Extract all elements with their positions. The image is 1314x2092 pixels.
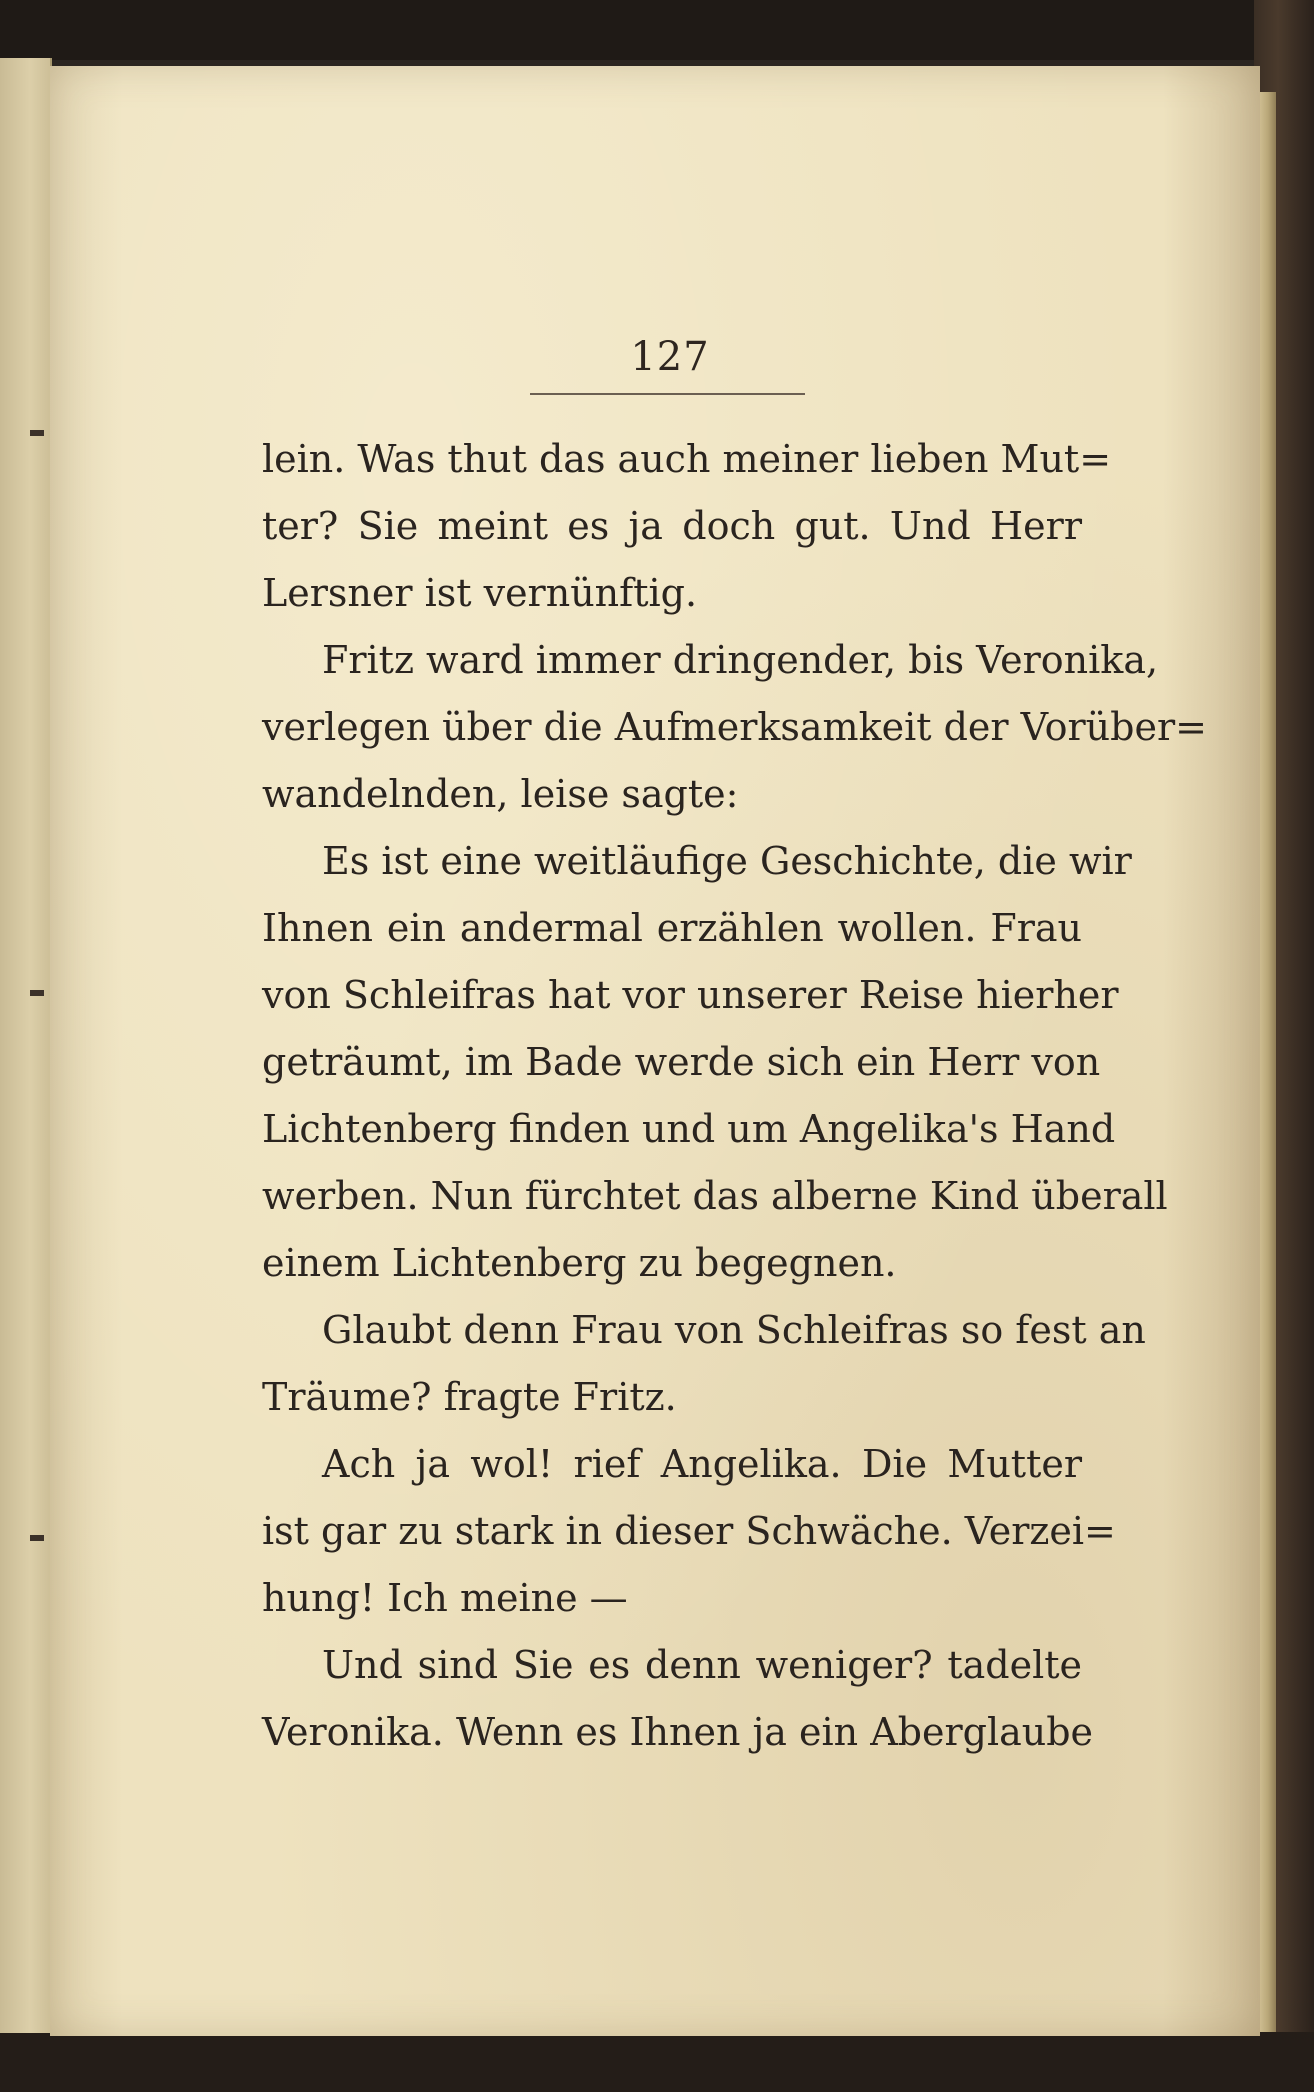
text-line: hung! Ich meine — — [262, 1576, 628, 1620]
book-page — [50, 66, 1260, 2036]
text-line: von Schleifras hat vor unserer Reise hierher — [262, 973, 1119, 1017]
book-cover-top-edge — [0, 0, 1314, 60]
text-line: geträumt, im Bade werde sich ein Herr von — [262, 1040, 1101, 1084]
text-line: ter? Sie meint es ja doch gut. Und Herr — [262, 504, 1082, 548]
text-line: Ihnen ein andermal erzählen wollen. Frau — [262, 906, 1082, 950]
text-line: Und sind Sie es denn weniger? tadelte — [322, 1643, 1082, 1687]
text-line: Träume? fragte Fritz. — [262, 1375, 677, 1419]
text-line: Ach ja wol! rief Angelika. Die Mutter — [322, 1442, 1082, 1486]
header-rule — [530, 393, 805, 395]
page-mark — [30, 990, 44, 996]
book-cover-bottom-edge — [0, 2032, 1314, 2092]
text-line: wandelnden, leise sagte: — [262, 772, 739, 816]
text-line: lein. Was thut das auch meiner lieben Mut= — [262, 437, 1112, 481]
text-line: Es ist eine weitläufige Geschichte, die wir — [322, 839, 1132, 883]
text-line: ist gar zu stark in dieser Schwäche. Verzei= — [262, 1509, 1116, 1553]
text-line: Lersner ist vernünftig. — [262, 571, 698, 615]
text-line: Veronika. Wenn es Ihnen ja ein Aberglaube — [262, 1710, 1094, 1754]
text-line: werben. Nun fürchtet das alberne Kind überall — [262, 1174, 1168, 1218]
previous-page-edge — [0, 58, 52, 2033]
page-stack-edge — [1260, 92, 1276, 2032]
page-number: 127 — [630, 334, 710, 380]
text-line: Fritz ward immer dringender, bis Veronika, — [322, 638, 1159, 682]
text-line: Lichtenberg finden und um Angelika's Hand — [262, 1107, 1116, 1151]
text-line: einem Lichtenberg zu begegnen. — [262, 1241, 897, 1285]
text-line: Glaubt denn Frau von Schleifras so fest an — [322, 1308, 1146, 1352]
page-mark — [30, 1535, 44, 1541]
page-mark — [30, 430, 44, 436]
text-line: verlegen über die Aufmerksamkeit der Vorüber= — [262, 705, 1207, 749]
